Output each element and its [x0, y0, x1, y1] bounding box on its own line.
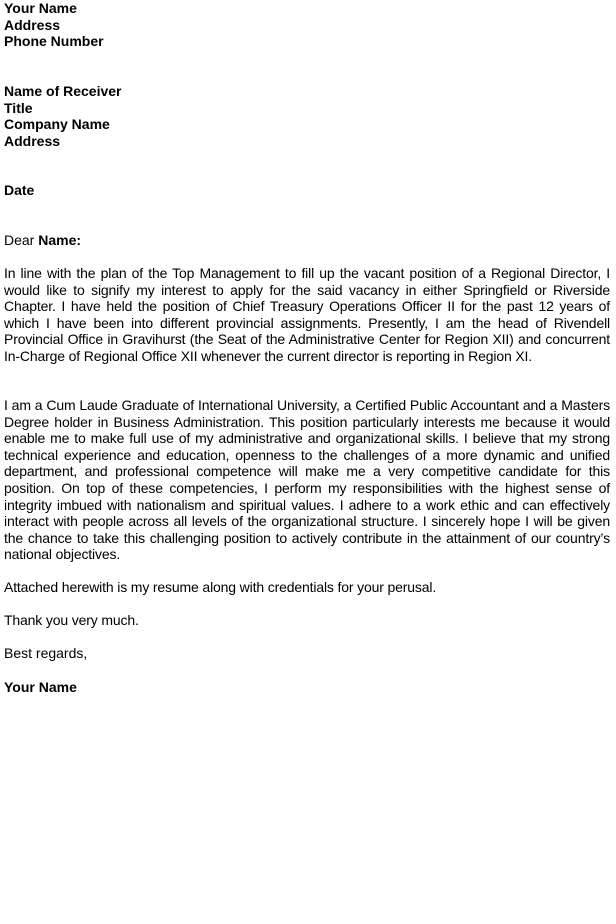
- sender-name: Your Name: [4, 0, 77, 16]
- body-paragraph-1: In line with the plan of the Top Management to fill up the vacant position of a Regional Director, I would like to signify my interest to apply for the said vacancy in either Springfield or Riverside Chapter. I have held the position of Chief Treasury Operations Officer II for the past 12 years of which I have been into different provincial assignments. Presently, I am the head of Rivendell Provincial Office in Gravihurst (the Seat of the Administrative Center for Region XII) and concurrent In-Charge of Regional Office XII whenever the current director is reporting in Region XI.: [4, 265, 610, 364]
- signature: [4, 679, 77, 696]
- sender-phone: Phone Number: [4, 33, 104, 50]
- receiver-company: Company Name: [4, 116, 110, 133]
- signature-name: Your Name: [4, 679, 77, 695]
- sender-block: [4, 0, 104, 50]
- letter-date: Date: [4, 182, 35, 198]
- body-paragraph-2: I am a Cum Laude Graduate of International University, a Certified Public Accountant and a Masters Degree holder in Business Administration. This position particularly interests me because it would enable me to make full use of my administrative and organizational skills. I believe that my strong technical experience and education, openness to the challenges of a more dynamic and unified department, and professional competence will make me a very competitive candidate for this position. On top of these competencies, I perform my responsibilities with the highest sense of integrity imbued with nationalism and spiritual values. I adhere to a work ethic and can effectively interact with people across all levels of the organizational structure. I sincerely hope I will be given the chance to take this challenging position to actively contribute in the attainment of our country’s national objectives.: [4, 397, 610, 563]
- sender-address: Address: [4, 16, 61, 33]
- receiver-name: Name of Receiver: [4, 83, 122, 99]
- body-paragraph-3: Attached herewith is my resume along with credentials for your perusal.: [4, 579, 437, 595]
- salutation-name: Name:: [38, 232, 82, 248]
- salutation: [4, 232, 81, 249]
- body-paragraph-4: Thank you very much.: [4, 612, 139, 628]
- receiver-title: Title: [4, 99, 33, 116]
- salutation-greeting: Dear: [4, 232, 35, 248]
- closing: [4, 645, 87, 662]
- receiver-block: [4, 83, 122, 149]
- receiver-address: Address: [4, 132, 61, 149]
- closing-text: Best regards,: [4, 645, 88, 661]
- date-block: [4, 182, 34, 199]
